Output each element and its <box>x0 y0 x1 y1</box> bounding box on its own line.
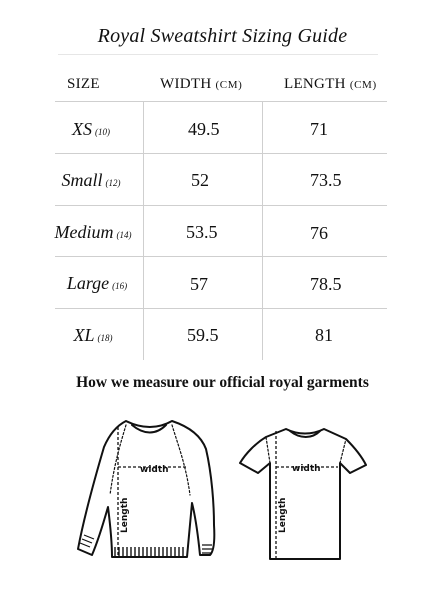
sweatshirt-length-label: Length <box>120 497 130 533</box>
header-width <box>160 76 242 93</box>
page-title: Royal Sweatshirt Sizing Guide <box>97 25 348 47</box>
size-name: XS <box>72 119 92 139</box>
tshirt-outline <box>240 429 366 559</box>
size-cell <box>47 170 135 191</box>
length-value: 76 <box>310 223 328 243</box>
table-divider <box>55 256 387 257</box>
table-column-divider <box>262 101 263 360</box>
garment-illustrations <box>0 405 445 595</box>
sweatshirt-drawing <box>78 421 214 557</box>
table-divider <box>55 101 387 102</box>
table-divider <box>55 205 387 206</box>
size-cell <box>47 119 135 140</box>
width-value: 52 <box>191 170 209 190</box>
width-value: 49.5 <box>188 119 220 139</box>
measure-heading: How we measure our official royal garments <box>76 374 369 391</box>
length-value: 73.5 <box>310 170 342 190</box>
size-name: Small <box>61 170 103 190</box>
tshirt-sleeve-seam <box>266 437 346 463</box>
sweatshirt-hem-ribbing <box>80 535 212 557</box>
length-value: 71 <box>310 119 328 139</box>
us-size: (16) <box>112 281 128 291</box>
size-cell <box>49 325 137 346</box>
tshirt-length-label: Length <box>278 497 288 533</box>
width-value: 53.5 <box>186 222 218 242</box>
us-size: (12) <box>105 178 121 188</box>
us-size: (10) <box>95 127 110 137</box>
size-cell <box>45 222 141 243</box>
tshirt-width-label: width <box>292 464 321 474</box>
size-name: XL <box>73 325 95 345</box>
table-column-divider <box>143 101 144 360</box>
width-value: 59.5 <box>187 325 219 345</box>
size-name: Large <box>66 273 110 293</box>
sweatshirt-outline <box>78 421 214 557</box>
size-name: Medium <box>54 222 114 242</box>
header-length-label: LENGTH <box>284 76 346 92</box>
width-value: 57 <box>190 274 208 294</box>
length-value: 78.5 <box>310 274 342 294</box>
us-size: (18) <box>97 333 113 343</box>
header-size: SIZE <box>67 76 100 92</box>
sweatshirt-width-label: width <box>140 465 169 475</box>
tshirt-drawing <box>240 429 366 559</box>
header-length <box>284 76 377 93</box>
sizing-table <box>55 66 387 360</box>
header-width-unit: (CM) <box>215 79 243 91</box>
us-size: (14) <box>116 230 132 240</box>
table-divider <box>55 153 387 154</box>
title-divider <box>58 54 378 55</box>
header-width-label: WIDTH <box>160 76 212 92</box>
table-divider <box>55 308 387 309</box>
sweatshirt-measure-lines <box>118 427 186 555</box>
tshirt-measure-lines <box>276 431 338 559</box>
header-length-unit: (CM) <box>349 79 377 91</box>
size-cell <box>53 273 141 294</box>
length-value: 81 <box>315 325 333 345</box>
sweatshirt-raglan-seam <box>172 425 190 495</box>
